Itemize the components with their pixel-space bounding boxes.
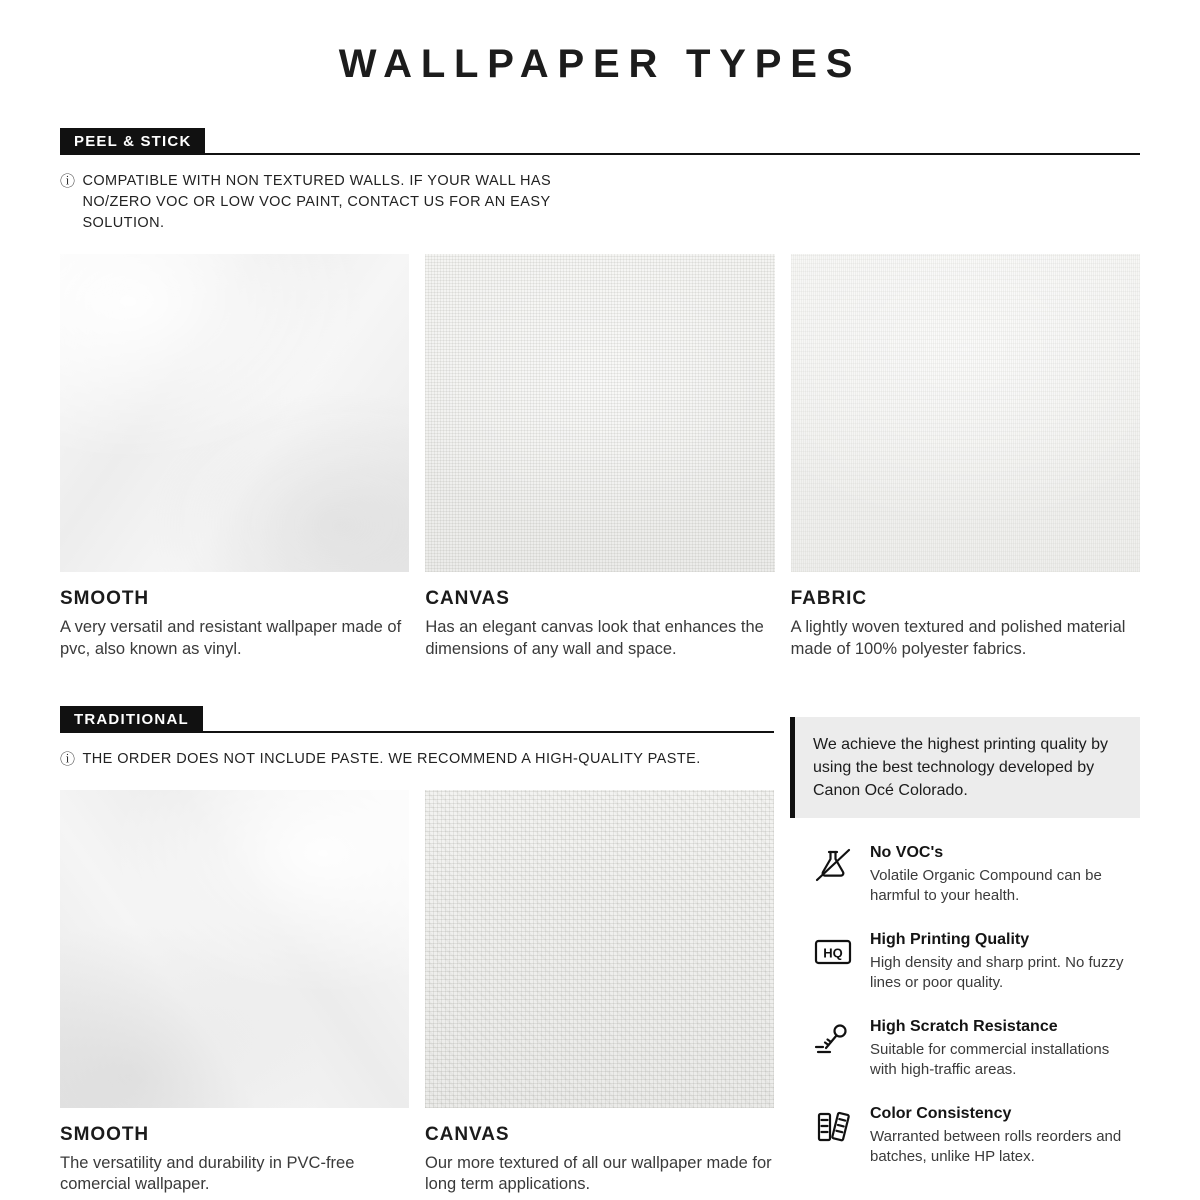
feature-item (812, 1105, 1140, 1166)
swatch-card (60, 254, 409, 661)
peel-stick-swatch-grid (60, 254, 1140, 661)
page-title: WALLPAPER TYPES (338, 42, 862, 86)
feature-text (870, 931, 1140, 992)
swatch-description: The versatility and durability in PVC-free comercial wallpaper. (60, 1153, 355, 1194)
swatch-name: FABRIC (790, 588, 868, 610)
peel-stick-note (60, 171, 620, 234)
swatch-card (60, 790, 409, 1197)
section-header-peel-stick (60, 127, 1140, 155)
quality-highlight-text: We achieve the highest printing quality by using the best technology developed by Canon Océ Colorado. (813, 735, 1108, 799)
swatch-name: SMOOTH (60, 588, 150, 610)
feature-description: Suitable for commercial installations with high-traffic areas. (870, 1041, 1110, 1078)
peel-stick-note-text: COMPATIBLE WITH NON TEXTURED WALLS. IF YOUR WALL HAS NO/ZERO VOC OR LOW VOC PAINT, CONTACT US FOR AN EASY SOLUTION. (82, 173, 552, 232)
traditional-note-text: THE ORDER DOES NOT INCLUDE PASTE. WE RECOMMEND A HIGH-QUALITY PASTE. (82, 750, 701, 767)
quality-highlight-box (790, 717, 1140, 819)
swatch-name: CANVAS (425, 1123, 510, 1145)
swatch-card (425, 254, 774, 661)
swatch-name: SMOOTH (60, 1123, 150, 1145)
canvas-texture-image (425, 254, 774, 572)
no-voc-icon (812, 844, 854, 886)
traditional-swatch-grid (60, 790, 774, 1197)
feature-text (870, 1105, 1140, 1166)
info-icon: ⓘ (60, 750, 76, 768)
feature-description: Volatile Organic Compound can be harmful to your health. (870, 867, 1102, 904)
feature-text (870, 844, 1140, 905)
feature-title: High Printing Quality (870, 931, 1030, 949)
canvas-texture-image (425, 790, 774, 1108)
traditional-section (60, 705, 774, 1197)
swatch-description: A very versatil and resistant wallpaper made of pvc, also known as vinyl. (60, 618, 402, 658)
section-label-traditional: TRADITIONAL (60, 706, 203, 732)
swatch-description: A lightly woven textured and polished material made of 100% polyester fabrics. (790, 618, 1126, 658)
scratch-resistance-icon (812, 1018, 854, 1060)
info-icon: ⓘ (60, 173, 76, 190)
feature-item (812, 844, 1140, 905)
swatch-description: Our more textured of all our wallpaper made for long term applications. (425, 1153, 772, 1194)
feature-title: Color Consistency (870, 1105, 1012, 1123)
feature-title: No VOC's (870, 844, 944, 862)
feature-description: Warranted between rolls reorders and batches, unlike HP latex. (870, 1128, 1122, 1165)
smooth-texture-image (60, 254, 409, 572)
feature-list (790, 844, 1140, 1166)
feature-title: High Scratch Resistance (870, 1018, 1058, 1036)
bottom-area (60, 705, 1140, 1197)
smooth-texture-image (60, 790, 409, 1108)
feature-item (812, 931, 1140, 992)
section-header-traditional (60, 705, 774, 733)
swatch-name: CANVAS (425, 588, 510, 610)
feature-item (812, 1018, 1140, 1079)
swatch-description: Has an elegant canvas look that enhances the dimensions of any wall and space. (425, 618, 764, 658)
feature-text (870, 1018, 1140, 1079)
hq-icon (812, 931, 854, 973)
traditional-note (60, 749, 774, 770)
swatch-card (791, 254, 1140, 661)
section-label-peel-stick: PEEL & STICK (60, 128, 205, 154)
color-swatch-icon (812, 1105, 854, 1147)
quality-panel (790, 705, 1140, 1197)
swatch-card (425, 790, 774, 1197)
feature-description: High density and sharp print. No fuzzy lines or poor quality. (870, 954, 1124, 991)
svg-text:HQ: HQ (823, 945, 843, 961)
fabric-texture-image (791, 254, 1140, 572)
